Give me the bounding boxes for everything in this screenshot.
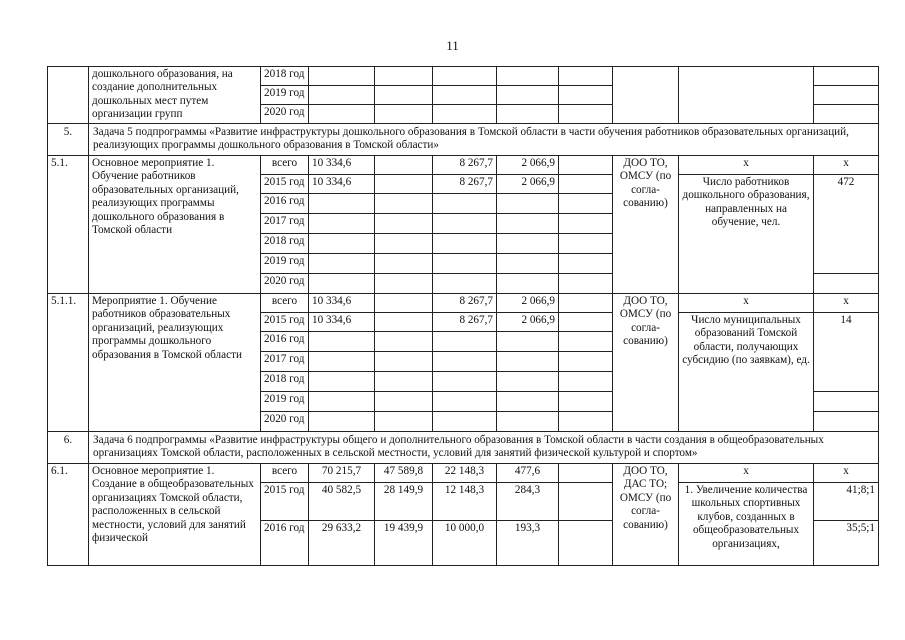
year-cell: 2015 год <box>261 482 309 520</box>
year-cell: 2016 год <box>261 520 309 565</box>
year-cell: 2018 год <box>261 67 309 86</box>
year-cell: 2018 год <box>261 371 309 391</box>
indicator-value: 472 <box>814 174 879 273</box>
task-text: Задача 5 подпрограммы «Развитие инфраструктуры дошкольного образования в Томской области в части обучения работников образовательных организаций, реализующих программы дошкольного образования в Томской области» <box>89 124 879 156</box>
table-row <box>48 463 879 482</box>
measure-name: Основное мероприятие 1. Обучение работников образовательных организаций, реализующих программы дошкольного образования в Томской области <box>89 155 261 293</box>
indicator-x: х <box>679 293 814 312</box>
year-cell: 2015 год <box>261 312 309 331</box>
table-row <box>48 155 879 174</box>
measure-name: Основное мероприятие 1. Создание в общеобразовательных организациях Томской области, расположенных в сельской местности, условий для занятий физической <box>89 463 261 565</box>
total-value: 40 582,5 <box>309 482 375 520</box>
executor: ДОО ТО, ОМСУ (по согла-сованию) <box>613 293 679 431</box>
year-cell: всего <box>261 293 309 312</box>
value-x: х <box>814 293 879 312</box>
federal-value: 47 589,8 <box>375 463 433 482</box>
year-cell: 2019 год <box>261 253 309 273</box>
total-value: 70 215,7 <box>309 463 375 482</box>
executor: ДОО ТО, ДАС ТО; ОМСУ (по согла-сованию) <box>613 463 679 565</box>
total-value: 29 633,2 <box>309 520 375 565</box>
total-value: 10 334,6 <box>309 312 375 331</box>
task-text: Задача 6 подпрограммы «Развитие инфраструктуры общего и дополнительного образования в Томской области в части создания в общеобразовательных организациях Томской области, расположенных в сельской местности, условий для занятий физической культурой и спортом» <box>89 431 879 463</box>
year-cell: 2017 год <box>261 351 309 371</box>
municipal-value: 477,6 <box>497 463 559 482</box>
continuation-name: дошкольного образования, на создание дополнительных дошкольных мест путем организации групп <box>89 67 261 124</box>
page-number: 11 <box>446 38 459 53</box>
table-row <box>48 293 879 312</box>
year-cell: 2019 год <box>261 86 309 105</box>
indicator-x: х <box>679 463 814 482</box>
measure-name: Мероприятие 1. Обучение работников образовательных организаций, реализующих программы дошкольного образования в Томской области <box>89 293 261 431</box>
year-cell: 2017 год <box>261 213 309 233</box>
row-number: 5.1.1. <box>48 293 89 431</box>
regional-value: 8 267,7 <box>433 312 497 331</box>
task-number: 5. <box>48 124 89 156</box>
indicator-name: Число работников дошкольного образования, направленных на обучение, чел. <box>679 174 814 293</box>
indicator-value: 35;5;1 <box>814 520 879 565</box>
federal-value: 28 149,9 <box>375 482 433 520</box>
indicator-value: 14 <box>814 312 879 391</box>
municipal-value: 2 066,9 <box>497 155 559 174</box>
task-row <box>48 124 879 156</box>
year-cell: всего <box>261 155 309 174</box>
year-cell: 2016 год <box>261 331 309 351</box>
year-cell: 2020 год <box>261 105 309 124</box>
municipal-value: 193,3 <box>497 520 559 565</box>
year-cell: 2020 год <box>261 411 309 431</box>
total-value: 10 334,6 <box>309 155 375 174</box>
year-cell: 2016 год <box>261 193 309 213</box>
total-value: 10 334,6 <box>309 293 375 312</box>
municipal-value: 2 066,9 <box>497 312 559 331</box>
task-number: 6. <box>48 431 89 463</box>
table-row <box>48 67 879 86</box>
program-table <box>47 66 879 566</box>
value-x: х <box>814 463 879 482</box>
year-cell: 2019 год <box>261 391 309 411</box>
row-number: 5.1. <box>48 155 89 293</box>
year-cell: 2020 год <box>261 273 309 293</box>
regional-value: 12 148,3 <box>433 482 497 520</box>
regional-value: 8 267,7 <box>433 293 497 312</box>
municipal-value: 2 066,9 <box>497 174 559 193</box>
executor: ДОО ТО, ОМСУ (по согла-сованию) <box>613 155 679 293</box>
indicator-name: 1. Увеличение количества школьных спортивных клубов, созданных в общеобразовательных организациях, <box>679 482 814 565</box>
year-cell: всего <box>261 463 309 482</box>
year-cell: 2015 год <box>261 174 309 193</box>
indicator-x: х <box>679 155 814 174</box>
indicator-value: 41;8;1 <box>814 482 879 520</box>
year-cell: 2018 год <box>261 233 309 253</box>
regional-value: 10 000,0 <box>433 520 497 565</box>
indicator-name: Число муниципальных образований Томской области, получающих субсидию (по заявкам), ед. <box>679 312 814 431</box>
value-x: х <box>814 155 879 174</box>
regional-value: 22 148,3 <box>433 463 497 482</box>
regional-value: 8 267,7 <box>433 155 497 174</box>
total-value: 10 334,6 <box>309 174 375 193</box>
task-row <box>48 431 879 463</box>
municipal-value: 284,3 <box>497 482 559 520</box>
municipal-value: 2 066,9 <box>497 293 559 312</box>
regional-value: 8 267,7 <box>433 174 497 193</box>
federal-value: 19 439,9 <box>375 520 433 565</box>
row-number: 6.1. <box>48 463 89 565</box>
